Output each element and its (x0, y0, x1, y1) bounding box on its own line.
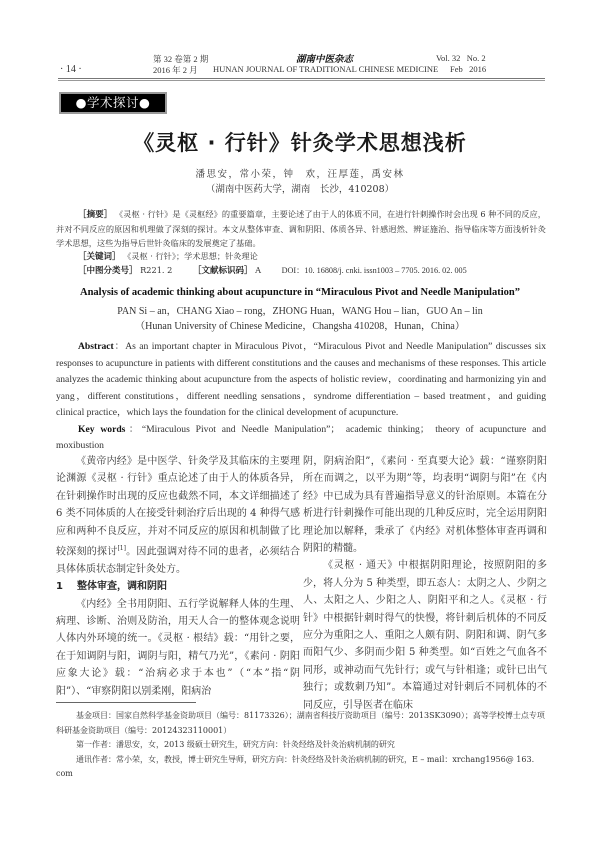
footnote-funding: 基金项目：国家自然科学基金资助项目（编号：81173326）；湖南省科技厅资助项目（编号：2013SK3090）；高等学校博士点专项科研基金资助项目（编号：20124323110001） (56, 711, 545, 735)
body-column-left (56, 453, 300, 700)
section1-paragraph: 《内经》全书用阴阳、五行学说解释人体的生理、病理、诊断、治则及防治，用天人合一的整体观念说明人体内外环境的统一。《灵枢 · 根结》载：“用针之要，在于知调阴与阳，调阴与阳，精气乃光”，《素问 · 阴阳应象大论》载：“治病必求于本也”（“本”指“阴阳”）、“审察阴阳以别柔刚，阳病治 (56, 598, 300, 697)
authors-cn: 潘思安，常小荣，钟 欢，汪厚莲，禹安林 (195, 169, 405, 180)
affiliation-cn: （湖南中医药大学，湖南 长沙，410208） (205, 184, 395, 195)
citation-ref: [1] (117, 545, 126, 553)
abstract-cn (56, 207, 546, 250)
keywords-cn (78, 250, 258, 262)
keywords-text-en: ：“Miraculous Pivot and Needle Manipulation”； academic thinking； theory of acupuncture and moxibustion (56, 424, 547, 451)
article-title-cn: 《灵枢 · 行针》针灸学术思想浅析 (133, 131, 467, 155)
volume-en: Vol. 32 No. 2 (436, 53, 486, 63)
abstract-label-cn: ［摘要］ (78, 210, 113, 220)
keywords-text-cn: 《灵枢 · 行针》；学术思想；针灸理论 (123, 251, 258, 261)
classification-line (78, 264, 467, 276)
section-heading-1: 1 整体审查，调和阴阳 (56, 581, 167, 593)
section-tag: ●学术探讨● (59, 92, 167, 114)
keywords-label-cn: ［关键词］ (78, 252, 121, 262)
date-cn: 2016 年 2 月 (153, 65, 198, 75)
doi: DOI：10. 16808/j. cnki. issn1003 – 7705. 2016. 02. 005 (281, 266, 467, 275)
footnote-rule (56, 702, 196, 703)
body-column-right (303, 453, 547, 714)
keywords-en (56, 422, 546, 454)
keywords-label-en: Key words (78, 424, 126, 435)
abstract-en (56, 339, 546, 422)
right-paragraph-1: 阴，阴病治阳”，《素问 · 至真要大论》载：“谨察阴阳所在而调之，以平为期”等，均表明“调阴与阳”在《内经》中已成为具有普遍指导意义的针治原则。本篇在分析进行针刺操作可能出现的几种反应时，完全运用阴阳理论加以解释，秉承了《内经》对机体整体审查再调和阴阳的精髓。 (303, 456, 547, 555)
footnote-corresponding-author: 通讯作者：常小荣，女，教授，博士研究生导师，研究方向：针灸经络及针灸治病机制的研究，E – mail：xrchang1956@ 163. com (56, 754, 535, 778)
clc-label: ［中图分类号］ (78, 266, 138, 276)
affiliation-en: （Hunan University of Chinese Medicine，Changsha 410208，Hunan，China） (135, 321, 465, 332)
doc-code-value: A (255, 265, 261, 275)
abstract-text-cn: 《灵枢 · 行针》是《灵枢经》的重要篇章，主要论述了由于人的体质不同，在进行针刺操作时会出现 6 种不同的反应，并对不同反应的原因和机理做了深刻的探讨。本文从整体审查、调和阴阳、体质各异、针感迥然、辨证施治、指导临床等方面浅析针灸学术思想，这些为指导后世针灸临床的发展奠定了基础。 (56, 209, 546, 248)
intro-paragraph: 《黄帝内经》是中医学、针灸学及其临床的主要理论渊源《灵枢 · 行针》重点论述了由于人的体质各异，在针刺操作时出现的反应也截然不同，本文详细描述了 6 类不同体质的人在接受针刺治疗后出现的 4 种得气感应和两种不良反应，并对不同反应的原因和机制做了比较深刻的探讨[1]。因此强调对待不同的患者，必须结合具体体质状态制定针灸处方。 (56, 456, 301, 575)
right-paragraph-2: 《灵枢 · 通天》中根据阴阳理论，按照阴阳的多少，将人分为 5 种类型，即五态人：太阴之人、少阴之人、太阳之人、少阳之人、阴阳平和之人。《灵枢 · 行针》中根据针刺时得气的快慢，将针刺后机体的不同反应分为重阳之人、重阳之人颇有阴、阴阳和调、阴气多而阳气少、多阴而少阳 5 种类型。如“百姓之气血各不同形，或神动而气先针行；或气与针相逢；或针已出气独行；或数刺乃知”。本篇通过对针刺后不同机体的不同反应，引导医者在临床 (303, 560, 547, 711)
article-title-en: Analysis of academic thinking about acupuncture in “Miraculous Pivot and Needle Manipulation” (80, 287, 520, 298)
footnotes (56, 709, 546, 782)
date-en: Feb 2016 (450, 64, 487, 74)
abstract-label-en: Abstract (78, 341, 114, 352)
doc-code-label: ［文献标识码］ (192, 266, 253, 276)
journal-name-cn: 湖南中医杂志 (296, 54, 354, 65)
authors-en: PAN Si – an，CHANG Xiao – rong，ZHONG Huan，WANG Hou – lian，GUO An – lin (117, 306, 483, 317)
volume-cn: 第 32 卷第 2 期 (153, 54, 209, 64)
page-number: · 14 · (60, 64, 82, 75)
clc-value: R221. 2 (140, 265, 173, 275)
footnote-first-author: 第一作者：潘思安，女，2013 级硕士研究生，研究方向：针灸经络及针灸治病机制的研究 (76, 740, 395, 749)
abstract-text-en: ：As an important chapter in Miraculous Pivot，“Miraculous Pivot and Needle Manipulation” discusses six responses to acupuncture in patients with different constitutions and the causes and mechanisms of these responses. This article analyzes the academic thinking about acupuncture from the aspects of holistic review，coordinating and harmonizing yin and yang，different constitutions，different needling sensations，syndrome differentiation – based treatment，and guiding clinical practice，which lays the foundation for the clinical development of acupuncture. (56, 341, 546, 418)
header-rule (58, 78, 545, 81)
journal-name-en: HUNAN JOURNAL OF TRADITIONAL CHINESE MEDICINE (213, 64, 439, 74)
